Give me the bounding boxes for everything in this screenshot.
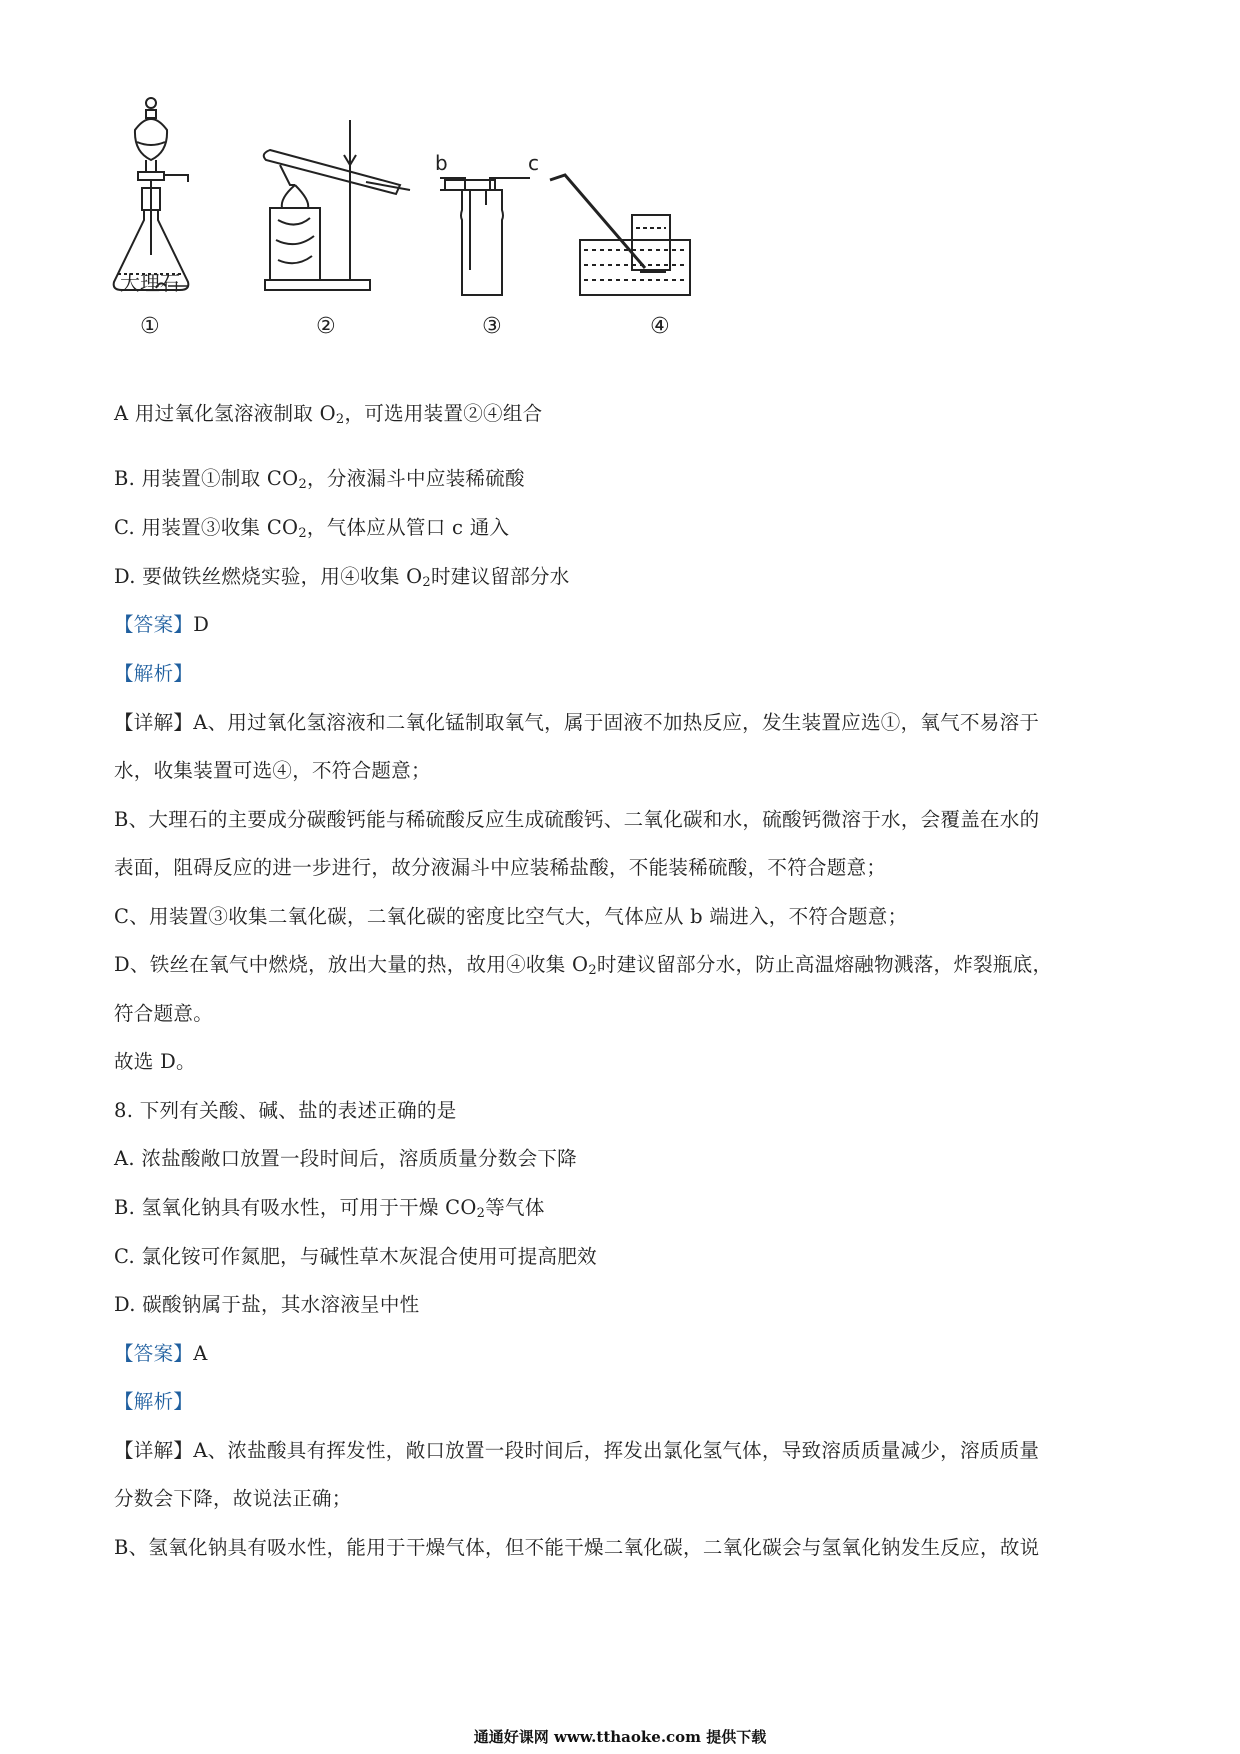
q8-option-c: C. 氯化铵可作氮肥，与碱性草木灰混合使用可提高肥效 [114, 1245, 597, 1268]
apparatus-diagram [110, 90, 810, 380]
marble-label: 大理石 [120, 271, 180, 295]
q8-option-a: A. 浓盐酸敞口放置一段时间后，溶质质量分数会下降 [114, 1147, 577, 1170]
q7-detail-line-6: D、铁丝在氧气中燃烧，放出大量的热，故用④收集 $O_2$时建议留部分水，防止高温熔融物溅落，炸裂瓶底， [114, 953, 1053, 978]
q8-analysis-heading: 【解析】 [114, 1390, 194, 1413]
q8-detail-line-3: B、氢氧化钠具有吸水性，能用于干燥气体，但不能干燥二氧化碳，二氧化碳会与氢氧化钠发生反应，故说 [114, 1536, 1040, 1559]
q8-detail-line-1: 【详解】A、浓盐酸具有挥发性，敞口放置一段时间后，挥发出氯化氢气体，导致溶质质量减少，溶质质量 [114, 1439, 1040, 1462]
device-2 [264, 120, 410, 290]
device-label-1: ① [140, 314, 160, 339]
q8-stem: 8. 下列有关酸、碱、盐的表述正确的是 [114, 1099, 457, 1122]
device-label-2: ② [316, 314, 336, 339]
q7-detail-line-1: 【详解】A、用过氧化氢溶液和二氧化锰制取氧气，属于固液不加热反应，发生装置应选①，氧气不易溶于 [114, 711, 1040, 734]
q7-detail-line-2: 水，收集装置可选④，不符合题意； [114, 759, 431, 782]
apparatus-figure [110, 90, 810, 380]
q7-detail-line-4: 表面，阻碍反应的进一步进行，故分液漏斗中应装稀盐酸，不能装稀硫酸，不符合题意； [114, 856, 887, 879]
q8-option-d: D. 碳酸钠属于盐，其水溶液呈中性 [114, 1293, 420, 1316]
q7-answer: 【答案】D [114, 613, 210, 636]
port-c-label: c [528, 151, 539, 175]
q8-option-b: B. 氢氧化钠具有吸水性，可用于干燥 $CO_2$等气体 [114, 1196, 545, 1221]
q7-conclusion: 故选 D。 [114, 1050, 196, 1073]
q7-analysis-heading: 【解析】 [114, 662, 194, 685]
q8-detail-line-2: 分数会下降，故说法正确； [114, 1487, 352, 1510]
device-label-3: ③ [482, 314, 502, 339]
device-3 [440, 178, 530, 295]
q7-option-d: D. 要做铁丝燃烧实验，用④收集 $O_2$时建议留部分水 [114, 565, 570, 590]
q8-answer: 【答案】A [114, 1342, 208, 1365]
q7-detail-line-7: 符合题意。 [114, 1002, 214, 1025]
q7-detail-line-5: C、用装置③收集二氧化碳，二氧化碳的密度比空气大，气体应从 b 端进入，不符合题意； [114, 905, 908, 928]
device-1 [114, 98, 189, 290]
page-footer: 通通好课网 www.tthaoke.com 提供下载 [473, 1728, 767, 1746]
device-label-4: ④ [650, 314, 670, 339]
q7-option-b: B. 用装置①制取 $CO_2$，分液漏斗中应装稀硫酸 [114, 467, 525, 492]
q7-detail-line-3: B、大理石的主要成分碳酸钙能与稀硫酸反应生成硫酸钙、二氧化碳和水，硫酸钙微溶于水，会覆盖在水的 [114, 808, 1040, 831]
q7-option-a: A 用过氧化氢溶液制取 $O_2$，可选用装置②④组合 [114, 402, 543, 427]
q7-option-c: C. 用装置③收集 $CO_2$，气体应从管口 c 通入 [114, 516, 510, 541]
device-4 [550, 175, 690, 295]
port-b-label: b [435, 151, 448, 175]
